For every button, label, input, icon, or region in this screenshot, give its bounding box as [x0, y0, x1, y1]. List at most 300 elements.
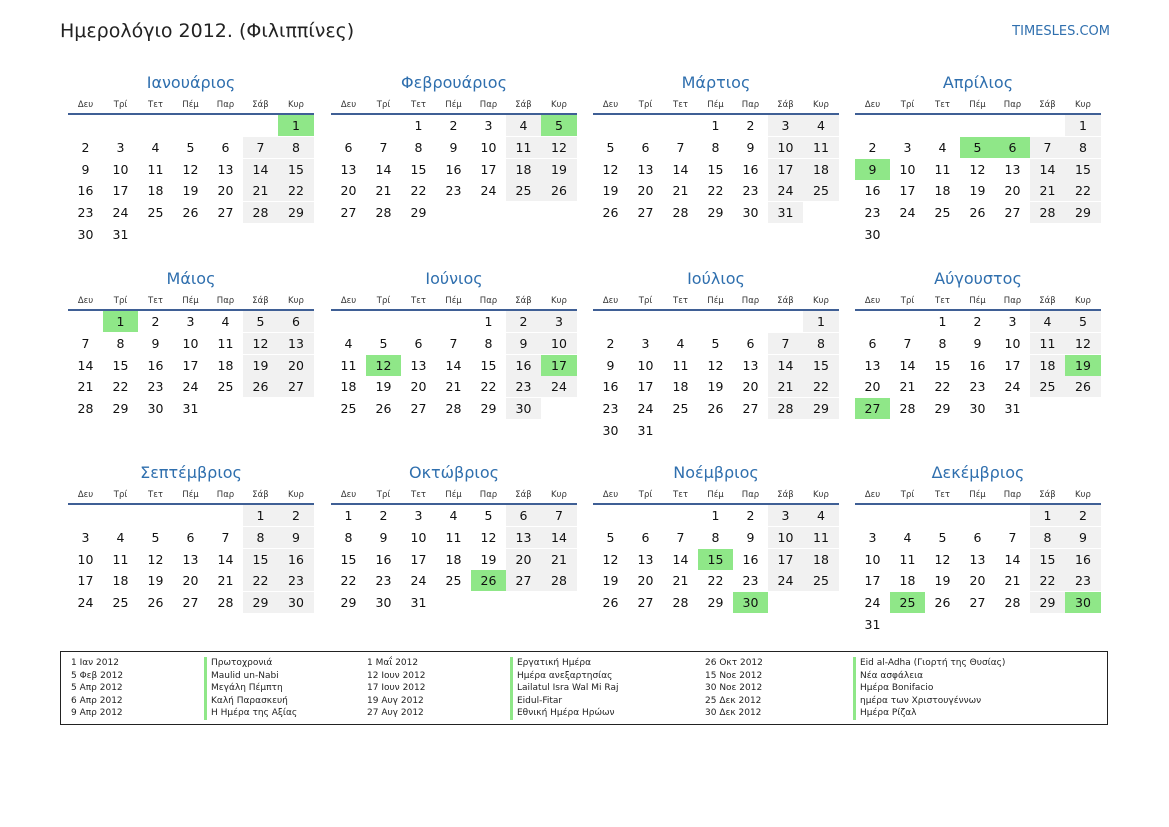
day-empty	[366, 311, 401, 332]
week-row	[331, 180, 577, 202]
day-empty	[995, 505, 1030, 526]
day-cell: 4	[449, 508, 458, 523]
legend-holiday-name: ημέρα των Χριστουγέννων	[853, 695, 1005, 708]
day-cell: 28	[243, 202, 278, 223]
day-cell: 7	[1030, 137, 1065, 158]
day-cell: 29	[243, 592, 278, 613]
weekday-label: Σάβ	[252, 296, 269, 306]
day-cell: 23	[969, 379, 986, 395]
weekday-label: Παρ	[741, 490, 760, 500]
day-cell: 6	[973, 529, 982, 545]
legend-holiday-name: Lailatul Isra Wal Mi Raj	[510, 682, 618, 695]
day-empty	[103, 505, 138, 526]
day-cell: 13	[340, 161, 357, 177]
day-cell: 13	[742, 357, 759, 373]
day-empty	[138, 115, 173, 136]
weekday-label: Δευ	[602, 296, 619, 306]
day-cell: 2	[1065, 505, 1101, 526]
week-row	[593, 202, 839, 224]
week-row	[593, 180, 839, 202]
day-cell: 25	[506, 180, 541, 201]
legend-name-column	[853, 657, 1005, 720]
day-empty	[663, 505, 698, 526]
week-row	[593, 376, 839, 398]
day-cell: 2	[973, 314, 982, 329]
day-cell: 15	[340, 551, 357, 567]
weekday-label: Τετ	[148, 490, 163, 500]
day-cell: 20	[340, 183, 357, 199]
day-cell: 20	[182, 573, 199, 589]
day-empty	[768, 420, 803, 441]
day-cell: 1	[803, 311, 839, 332]
day-empty	[68, 311, 103, 332]
month-name: Οκτώβριος	[408, 463, 499, 482]
day-empty	[890, 311, 925, 332]
day-cell: 30	[969, 401, 986, 417]
month-3	[593, 72, 839, 224]
legend-date: 1 Μαΐ 2012	[367, 658, 419, 668]
day-cell: 29	[803, 398, 839, 419]
day-cell: 23	[278, 570, 314, 591]
day-empty	[593, 505, 628, 526]
day-empty	[628, 311, 663, 332]
weekday-label: Παρ	[479, 100, 498, 110]
day-empty	[138, 224, 173, 245]
weekday-label: Παρ	[216, 100, 235, 110]
weekday-label: Τετ	[935, 490, 950, 500]
day-cell: 12	[602, 551, 619, 567]
week-row	[331, 202, 577, 224]
weekday-header	[68, 488, 314, 505]
weekday-header	[331, 294, 577, 311]
day-cell: 18	[340, 379, 357, 395]
weekday-label: Πέμ	[445, 100, 462, 110]
day-cell: 4	[903, 529, 912, 545]
day-cell: 24	[768, 570, 803, 591]
day-cell: 22	[278, 180, 314, 201]
day-empty	[208, 398, 243, 419]
day-cell: 18	[672, 379, 689, 395]
weekday-label: Τετ	[148, 100, 163, 110]
day-cell: 20	[217, 183, 234, 199]
day-empty	[173, 115, 208, 136]
day-cell: 19	[934, 573, 951, 589]
day-cell: 19	[375, 379, 392, 395]
day-cell: 18	[803, 549, 839, 570]
day-empty	[208, 224, 243, 245]
day-cell: 21	[768, 376, 803, 397]
day-cell: 1	[414, 118, 423, 133]
weekday-label: Πέμ	[969, 100, 986, 110]
legend-date: 19 Αυγ 2012	[367, 695, 424, 706]
day-cell: 25	[217, 379, 234, 395]
day-cell: 27	[340, 205, 357, 221]
day-cell: 30	[733, 592, 768, 613]
legend-date: 15 Νοε 2012	[705, 670, 763, 681]
day-cell: 27	[1004, 205, 1021, 221]
day-cell: 10	[864, 551, 881, 567]
day-cell: 9	[855, 159, 890, 180]
weekday-label: Σάβ	[777, 490, 794, 500]
week-row	[331, 592, 577, 614]
day-cell: 13	[864, 357, 881, 373]
day-cell: 5	[151, 529, 160, 545]
day-cell: 17	[112, 183, 129, 199]
day-cell: 28	[1030, 202, 1065, 223]
week-row	[68, 355, 314, 377]
day-empty	[331, 115, 366, 136]
weekday-label: Πέμ	[969, 490, 986, 500]
weekday-label: Δευ	[77, 296, 94, 306]
day-cell: 30	[742, 205, 759, 221]
weekday-label: Σάβ	[1039, 296, 1056, 306]
day-cell: 7	[768, 333, 803, 354]
weekday-label: Κυρ	[551, 100, 567, 110]
weekday-label: Τρί	[638, 296, 653, 306]
weekday-label: Τρί	[376, 100, 391, 110]
weekday-label: Σάβ	[252, 100, 269, 110]
day-cell: 31	[768, 202, 803, 223]
month-name: Μάιος	[166, 269, 216, 288]
day-cell: 21	[672, 183, 689, 199]
day-empty	[628, 115, 663, 136]
day-cell: 17	[864, 573, 881, 589]
day-cell: 28	[445, 401, 462, 417]
day-cell: 3	[768, 505, 803, 526]
day-cell: 7	[541, 505, 577, 526]
day-cell: 28	[768, 398, 803, 419]
day-empty	[803, 592, 839, 613]
day-cell: 24	[1004, 379, 1021, 395]
week-row	[331, 398, 577, 420]
day-cell: 23	[77, 205, 94, 221]
day-cell: 1	[711, 118, 720, 133]
legend-date: 25 Δεκ 2012	[705, 695, 762, 706]
weekday-header	[331, 488, 577, 505]
day-cell: 9	[449, 139, 458, 155]
week-row	[68, 376, 314, 398]
day-cell: 8	[414, 139, 423, 155]
day-cell: 15	[698, 549, 733, 570]
week-row	[855, 592, 1101, 614]
weekday-label: Δευ	[602, 100, 619, 110]
day-cell: 5	[379, 335, 388, 351]
week-row	[855, 224, 1101, 246]
day-cell: 6	[995, 137, 1030, 158]
legend-holiday-name: Καλή Παρασκευή	[204, 695, 297, 708]
day-cell: 5	[938, 529, 947, 545]
week-row	[331, 159, 577, 181]
day-empty	[925, 115, 960, 136]
day-cell: 21	[672, 573, 689, 589]
day-cell: 8	[278, 137, 314, 158]
week-row	[593, 570, 839, 592]
day-cell: 6	[221, 139, 230, 155]
day-cell: 5	[606, 139, 615, 155]
day-cell: 9	[606, 357, 615, 373]
day-cell: 22	[803, 376, 839, 397]
weekday-label: Τετ	[411, 100, 426, 110]
day-cell: 23	[147, 379, 164, 395]
week-row	[331, 311, 577, 333]
weekday-header	[593, 294, 839, 311]
week-row	[331, 527, 577, 549]
day-cell: 19	[147, 573, 164, 589]
day-cell: 19	[243, 355, 278, 376]
day-cell: 14	[1030, 159, 1065, 180]
weekday-label: Σάβ	[252, 490, 269, 500]
day-cell: 9	[151, 335, 160, 351]
day-cell: 25	[1030, 376, 1065, 397]
day-empty	[1030, 224, 1065, 245]
month-4	[855, 72, 1101, 246]
day-cell: 1	[484, 314, 493, 329]
weekday-label: Παρ	[741, 296, 760, 306]
day-cell: 12	[480, 529, 497, 545]
day-empty	[628, 505, 663, 526]
day-empty	[103, 115, 138, 136]
week-row	[68, 527, 314, 549]
day-cell: 1	[344, 508, 353, 523]
day-cell: 4	[803, 505, 839, 526]
day-cell: 27	[742, 401, 759, 417]
day-cell: 17	[899, 183, 916, 199]
legend-holiday-name: Ημέρα Ρίζαλ	[853, 707, 1005, 720]
day-cell: 2	[746, 118, 755, 133]
day-cell: 10	[899, 161, 916, 177]
day-cell: 26	[182, 205, 199, 221]
week-row	[331, 333, 577, 355]
day-empty	[960, 614, 995, 635]
week-row	[855, 333, 1101, 355]
day-cell: 17	[637, 379, 654, 395]
weekday-label: Σάβ	[1039, 100, 1056, 110]
week-row	[68, 224, 314, 246]
day-cell: 30	[1065, 592, 1101, 613]
month-name: Ιούνιος	[425, 269, 483, 288]
month-6	[331, 268, 577, 420]
day-cell: 6	[746, 335, 755, 351]
day-empty	[68, 505, 103, 526]
day-cell: 21	[217, 573, 234, 589]
legend-date: 1 Ιαν 2012	[71, 658, 119, 668]
week-row	[855, 376, 1101, 398]
day-empty	[436, 202, 471, 223]
day-cell: 22	[243, 570, 278, 591]
day-cell: 11	[899, 551, 916, 567]
month-name: Μάρτιος	[681, 73, 751, 92]
weekday-label: Τετ	[673, 296, 688, 306]
day-cell: 8	[484, 335, 493, 351]
week-row	[593, 311, 839, 333]
week-row	[331, 570, 577, 592]
weekday-header	[593, 98, 839, 115]
weekday-header	[855, 488, 1101, 505]
day-cell: 27	[855, 398, 890, 419]
day-cell: 21	[77, 379, 94, 395]
day-cell: 6	[186, 529, 195, 545]
page-title: Ημερολόγιο 2012. (Φιλιππίνες)	[60, 20, 355, 42]
day-cell: 26	[602, 595, 619, 611]
day-cell: 16	[742, 551, 759, 567]
day-cell: 16	[445, 161, 462, 177]
day-empty	[768, 311, 803, 332]
day-empty	[208, 115, 243, 136]
day-cell: 6	[868, 335, 877, 351]
day-cell: 23	[506, 376, 541, 397]
day-cell: 25	[890, 592, 925, 613]
day-cell: 24	[637, 401, 654, 417]
day-cell: 11	[445, 529, 462, 545]
weekday-label: Σάβ	[1039, 490, 1056, 500]
day-cell: 11	[217, 335, 234, 351]
weekday-label: Πέμ	[969, 296, 986, 306]
day-cell: 26	[934, 595, 951, 611]
month-5	[68, 268, 314, 420]
day-cell: 8	[116, 335, 125, 351]
day-empty	[663, 311, 698, 332]
day-cell: 28	[1004, 595, 1021, 611]
weekday-label: Σάβ	[515, 296, 532, 306]
day-cell: 24	[480, 183, 497, 199]
site-link[interactable]: TIMESLES.COM	[1012, 24, 1110, 39]
day-cell: 27	[278, 376, 314, 397]
day-cell: 23	[742, 183, 759, 199]
day-cell: 11	[147, 161, 164, 177]
day-empty	[960, 224, 995, 245]
day-cell: 27	[217, 205, 234, 221]
day-empty	[278, 398, 314, 419]
day-cell: 28	[541, 570, 577, 591]
day-cell: 27	[182, 595, 199, 611]
legend-name-column	[204, 657, 297, 720]
weekday-label: Παρ	[1003, 296, 1022, 306]
day-cell: 16	[278, 549, 314, 570]
day-cell: 14	[672, 551, 689, 567]
weekday-label: Σάβ	[515, 490, 532, 500]
day-cell: 8	[803, 333, 839, 354]
month-1	[68, 72, 314, 246]
weekday-label: Τετ	[673, 100, 688, 110]
day-cell: 16	[77, 183, 94, 199]
day-empty	[890, 115, 925, 136]
day-cell: 22	[707, 183, 724, 199]
day-cell: 29	[278, 202, 314, 223]
day-cell: 12	[707, 357, 724, 373]
day-cell: 10	[410, 529, 427, 545]
weekday-label: Σάβ	[777, 100, 794, 110]
day-cell: 1	[938, 314, 947, 329]
day-empty	[436, 592, 471, 613]
weekday-label: Παρ	[479, 490, 498, 500]
week-row	[593, 505, 839, 527]
day-cell: 16	[506, 355, 541, 376]
weekday-header	[855, 294, 1101, 311]
day-cell: 25	[445, 573, 462, 589]
day-cell: 16	[1065, 549, 1101, 570]
day-cell: 31	[1004, 401, 1021, 417]
day-cell: 30	[602, 422, 619, 438]
weekday-label: Κυρ	[1075, 100, 1091, 110]
weekday-label: Κυρ	[288, 490, 304, 500]
weekday-label: Παρ	[216, 490, 235, 500]
day-cell: 26	[1065, 376, 1101, 397]
day-cell: 1	[103, 311, 138, 332]
weekday-label: Πέμ	[182, 490, 199, 500]
week-row	[68, 115, 314, 137]
day-cell: 4	[1030, 311, 1065, 332]
weekday-label: Τρί	[376, 490, 391, 500]
week-row	[68, 570, 314, 592]
month-9	[68, 462, 314, 614]
day-cell: 18	[147, 183, 164, 199]
week-row	[68, 159, 314, 181]
weekday-label: Δευ	[602, 490, 619, 500]
day-cell: 9	[81, 161, 90, 177]
weekday-label: Κυρ	[288, 100, 304, 110]
day-empty	[243, 398, 278, 419]
day-cell: 17	[541, 355, 577, 376]
day-cell: 19	[541, 159, 577, 180]
legend-date-column	[71, 657, 123, 720]
day-cell: 22	[707, 573, 724, 589]
weekday-label: Πέμ	[445, 490, 462, 500]
week-row	[855, 311, 1101, 333]
day-cell: 11	[1030, 333, 1065, 354]
month-name: Σεπτέμβριος	[140, 463, 242, 482]
day-cell: 17	[410, 551, 427, 567]
day-cell: 24	[864, 595, 881, 611]
day-cell: 12	[243, 333, 278, 354]
day-cell: 28	[375, 205, 392, 221]
day-cell: 12	[182, 161, 199, 177]
day-cell: 2	[379, 508, 388, 523]
weekday-label: Τρί	[638, 100, 653, 110]
day-cell: 13	[182, 551, 199, 567]
day-cell: 15	[1030, 549, 1065, 570]
day-empty	[733, 311, 768, 332]
month-name: Δεκέμβριος	[931, 463, 1025, 482]
day-cell: 24	[410, 573, 427, 589]
day-cell: 11	[340, 357, 357, 373]
day-cell: 30	[278, 592, 314, 613]
day-cell: 21	[899, 379, 916, 395]
week-row	[331, 505, 577, 527]
day-cell: 21	[243, 180, 278, 201]
day-empty	[208, 505, 243, 526]
day-empty	[593, 115, 628, 136]
day-empty	[541, 592, 577, 613]
day-cell: 1	[1030, 505, 1065, 526]
weekday-label: Τρί	[900, 490, 915, 500]
day-cell: 16	[147, 357, 164, 373]
day-cell: 10	[1004, 335, 1021, 351]
month-7	[593, 268, 839, 442]
day-empty	[173, 224, 208, 245]
weekday-label: Πέμ	[707, 296, 724, 306]
legend-holiday-name: Ημέρα Bonifacio	[853, 682, 1005, 695]
legend-holiday-name: Eidul-Fitar	[510, 695, 618, 708]
day-cell: 29	[707, 595, 724, 611]
day-cell: 11	[803, 527, 839, 548]
legend-date: 5 Φεβ 2012	[71, 670, 124, 681]
day-cell: 18	[112, 573, 129, 589]
day-cell: 13	[217, 161, 234, 177]
day-cell: 23	[1065, 570, 1101, 591]
day-cell: 2	[151, 314, 160, 329]
day-empty	[663, 115, 698, 136]
day-cell: 24	[899, 205, 916, 221]
